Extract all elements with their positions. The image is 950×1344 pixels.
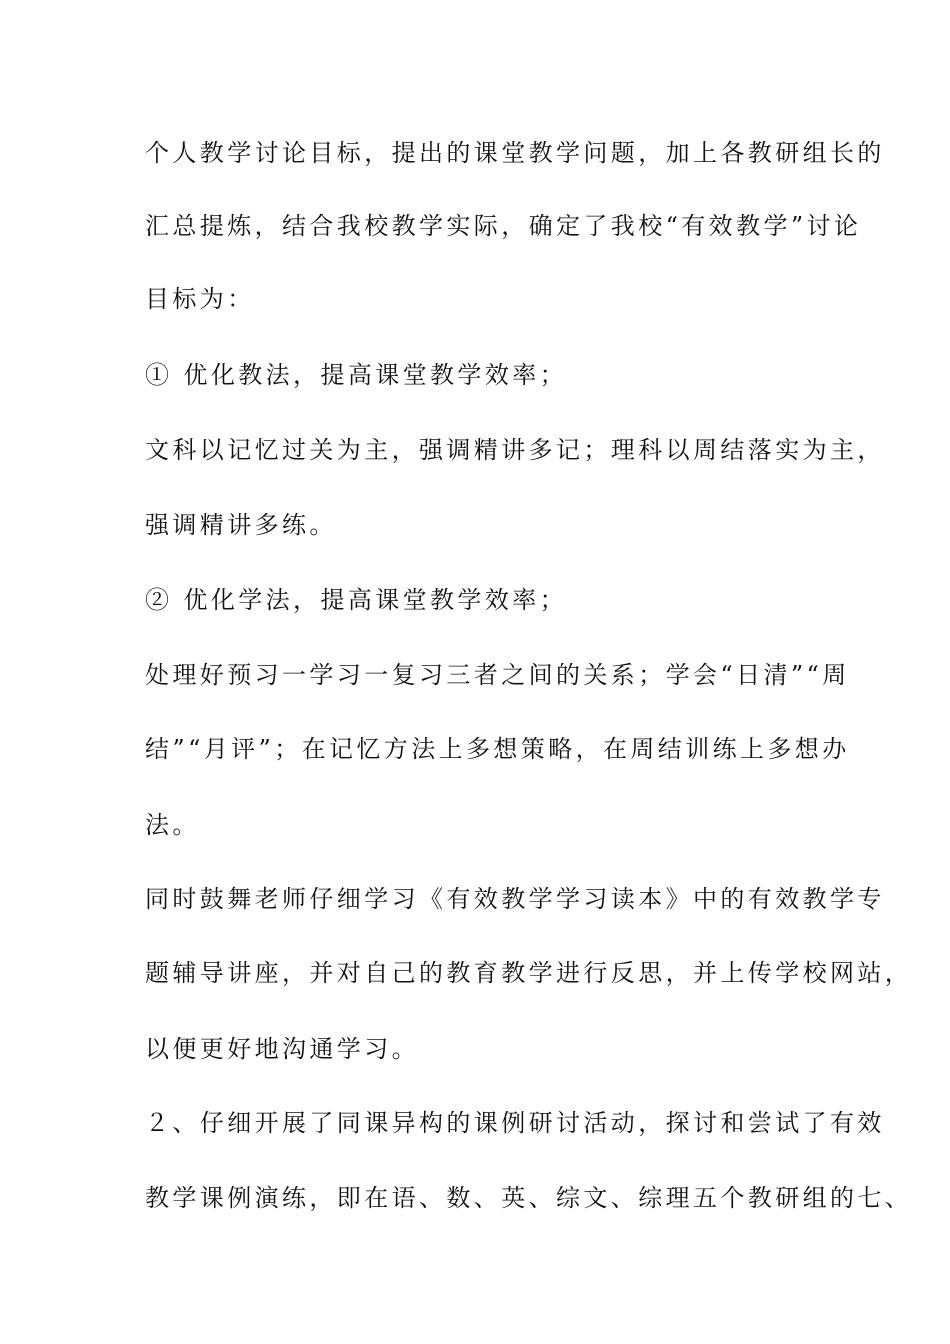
text-line-4: ① 优化教法，提高课堂教学效率； [145,361,568,389]
text-line-7: ② 优化学法，提高课堂教学效率； [145,586,568,614]
text-line-10: 法。 [145,811,200,839]
text-line-15: 教学课例演练，即在语、数、英、综文、综理五个教研组的七、 [145,1184,913,1212]
text-line-12: 题辅导讲座，并对自己的教育教学进行反思，并上传学校网站， [145,959,913,987]
text-line-11: 同时鼓舞老师仔细学习《有效教学学习读本》中的有效教学专 [145,885,885,913]
text-line-6: 强调精讲多练。 [145,511,337,539]
text-line-1: 个人教学讨论目标，提出的课堂教学问题，加上各教研组长的 [145,139,885,167]
text-line-5: 文科以记忆过关为主，强调精讲多记；理科以周结落实为主， [145,436,885,464]
text-line-13: 以便更好地沟通学习。 [145,1035,419,1063]
text-line-9: 结”“月评”；在记忆方法上多想策略，在周结训练上多想办 [145,735,850,763]
text-line-8: 处理好预习一学习一复习三者之间的关系；学会“日清”“周 [145,661,850,689]
text-line-14: ２、仔细开展了同课异构的课例研讨活动，探讨和尝试了有效 [145,1109,885,1137]
text-line-3: 目标为： [145,285,255,313]
text-line-2: 汇总提炼，结合我校教学实际，确定了我校“有效教学”讨论 [145,212,862,240]
